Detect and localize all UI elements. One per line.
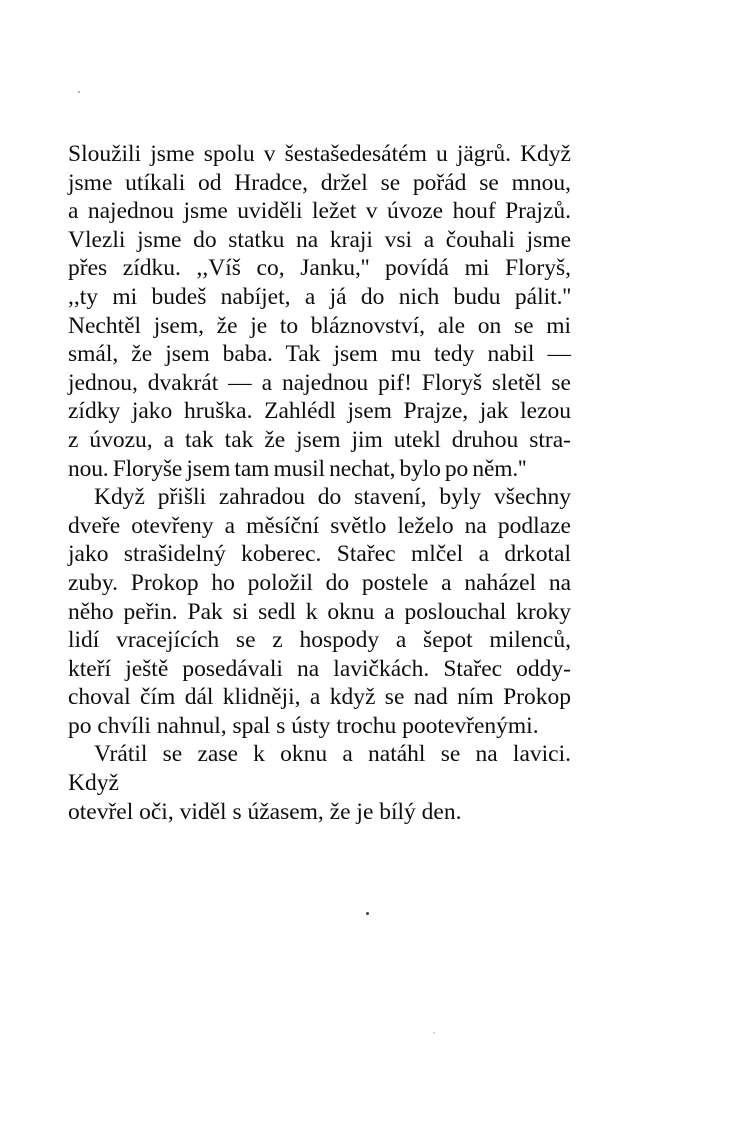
text-line: Sloužili jsme spolu v šestašedesátém u jägrů. Když [68, 141, 571, 167]
dust-speck-top [78, 91, 80, 93]
text-line: dveře otevřeny a měsíční světlo leželo na podlaze [68, 512, 571, 539]
text-line: zídky jako hruška. Zahlédl jsem Prajze, jak lezou [68, 398, 571, 425]
text-line: jako strašidelný koberec. Stařec mlčel a drkotal [68, 541, 571, 568]
text-line: smál, že jsem baba. Tak jsem mu tedy nabil — [68, 341, 571, 368]
text-line: Vrátil se zase k oknu a natáhl se na lavici. Když [68, 741, 571, 797]
text-line: něho peřin. Pak si sedl k oknu a poslouchal kroky [68, 598, 571, 625]
page-text-block [68, 140, 571, 826]
text-line: Když přišli zahradou do stavení, byly všechny [94, 484, 571, 511]
text-line: přes zídku. ,,Víš co, Janku,'' povídá mi Floryš, [68, 255, 571, 282]
text-line: jsme utíkali od Hradce, držel se pořád se mnou, [68, 169, 571, 196]
dust-speck-bottom [433, 1032, 435, 1034]
paragraph-1 [68, 140, 571, 483]
text-line: lidí vracejících se z hospody a šepot milenců, [68, 627, 571, 654]
text-line: ,,ty mi budeš nabíjet, a já do nich budu pálit.'' [68, 283, 571, 310]
text-line: kteří ještě posedávali na lavičkách. Stařec oddy- [68, 655, 571, 682]
text-line: a najednou jsme uviděli ležet v úvoze houf Prajzů. [68, 198, 571, 225]
text-line: Vlezli jsme do statku na kraji vsi a čouhali jsme [68, 226, 571, 253]
text-line: nou. Floryše jsem tam musil nechat, bylo po něm.'' [68, 455, 527, 482]
text-line: jednou, dvakrát — a najednou pif! Floryš sletěl se [68, 369, 571, 396]
paragraph-3 [68, 740, 571, 826]
paragraph-2 [68, 483, 571, 740]
text-line: zuby. Prokop ho položil do postele a naházel na [68, 569, 571, 596]
text-line: Nechtěl jsem, že je to bláznovství, ale on se mi [68, 312, 571, 339]
dust-speck-middle [366, 912, 369, 915]
text-line: po chvíli nahnul, spal s ústy trochu pootevřenými. [68, 712, 539, 739]
text-line: z úvozu, a tak tak že jsem jim utekl druhou stra- [68, 426, 571, 453]
text-line: otevřel oči, viděl s úžasem, že je bílý den. [68, 798, 462, 825]
text-line: choval čím dál klidněji, a když se nad ním Prokop [68, 684, 571, 711]
